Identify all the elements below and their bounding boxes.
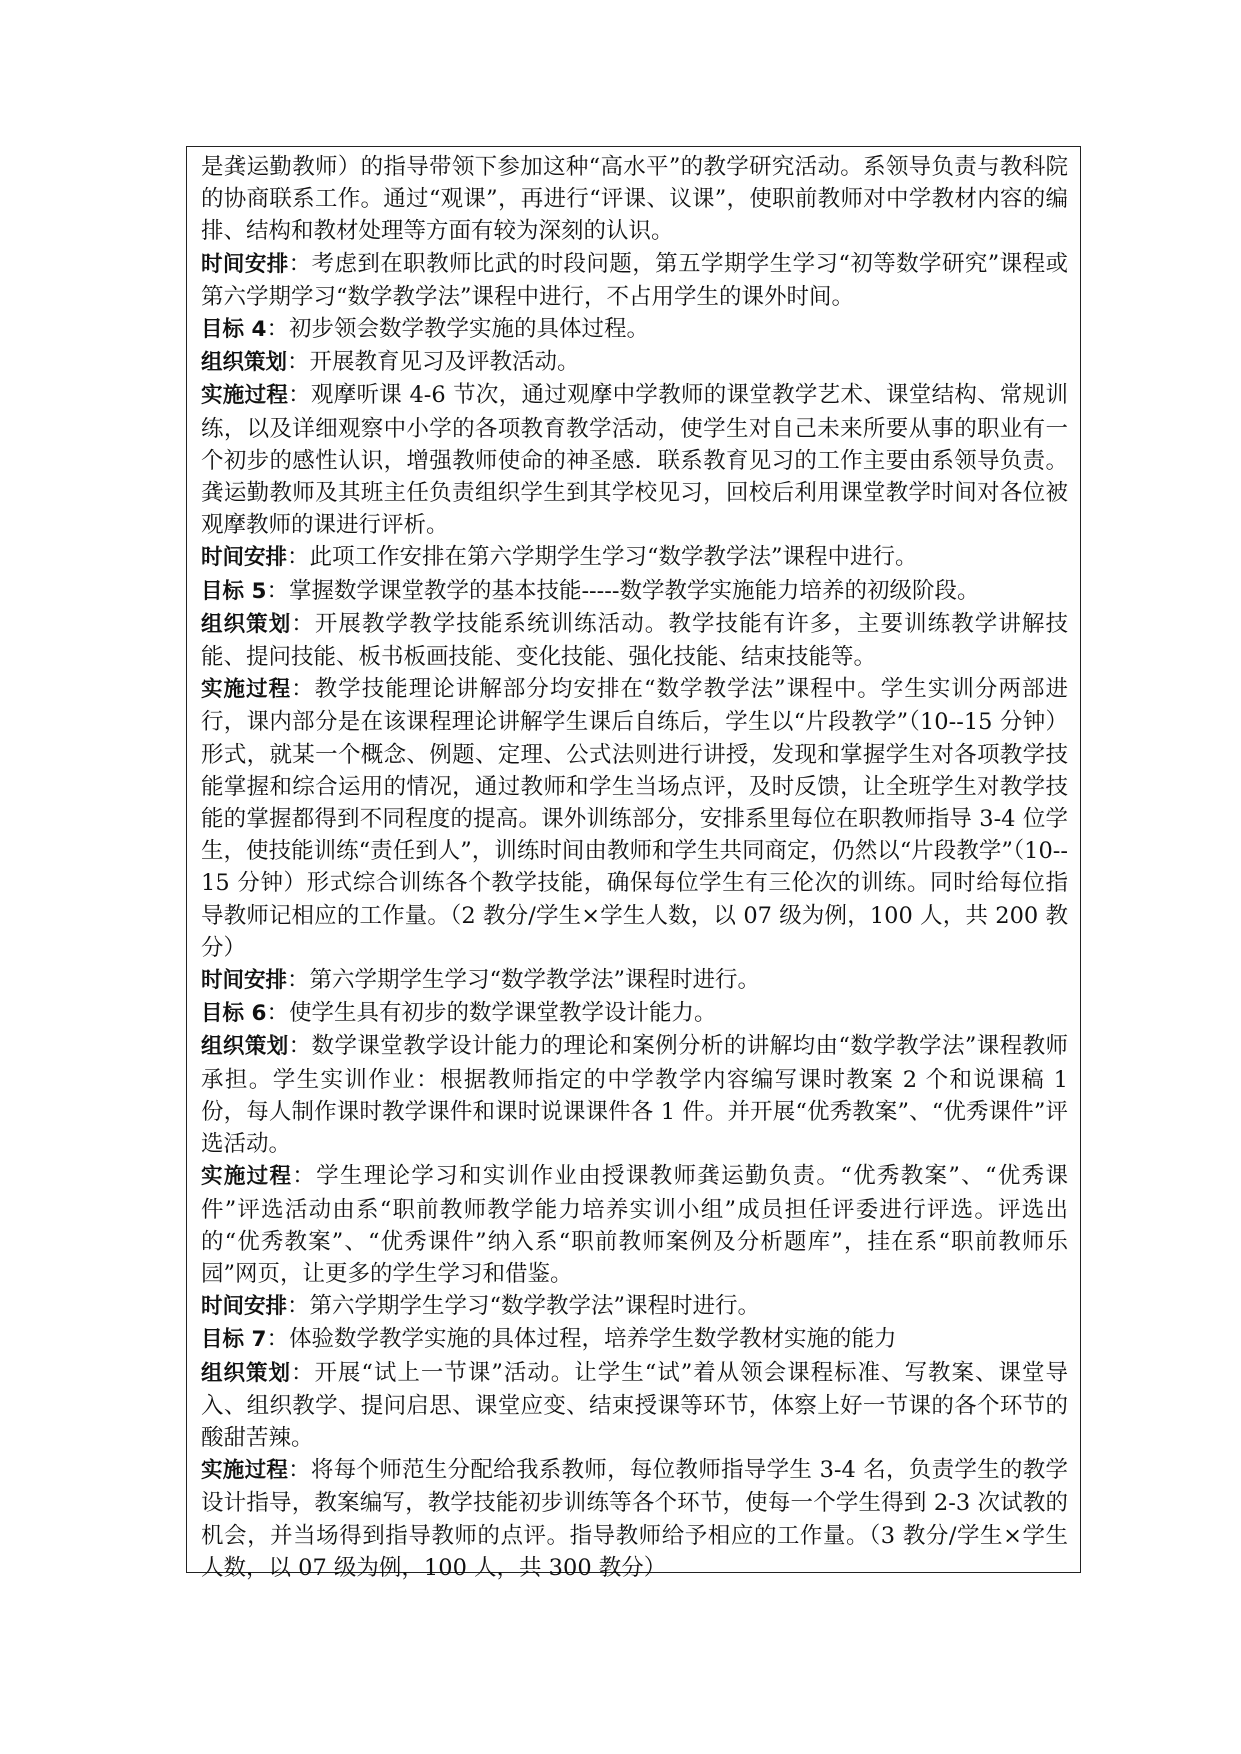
paragraph-implementation: [201, 379, 1068, 541]
paragraph-organization: [201, 1030, 1068, 1160]
paragraph-text: ：观摩听课 4-6 节次，通过观摩中学教师的课堂教学艺术、课堂结构、常规训练，以及详细观察中小学的各项教育教学活动，使学生对自己未来所要从事的职业有一个初步的感性认识，增强教师使命的神圣感．联系教育见习的工作主要由系领导负责。龚运勤教师及其班主任负责组织学生到其学校见习，回校后利用课堂教学时间对各位被观摩教师的课进行评析。: [201, 382, 1068, 539]
paragraph-label: 组织策划: [201, 611, 292, 637]
document-frame: [186, 146, 1081, 1581]
paragraph-label: 实施过程: [201, 1164, 293, 1190]
paragraph-goal-4: [201, 313, 1068, 346]
paragraph-label: 目标 5: [201, 578, 267, 604]
paragraph-label: 时间安排: [201, 968, 288, 994]
paragraph-text: ：教学技能理论讲解部分均安排在“数学教学法”课程中。学生实训分两部进行，课内部分是在该课程理论讲解学生课后自练后，学生以“片段教学”（10--15 分钟）形式，就某一个概念、例题、定理、公式法则进行讲授，发现和掌握学生对各项教学技能掌握和综合运用的情况，通过教师和学生当场点评，及时反馈，让全班学生对教学技能的掌握都得到不同程度的提高。课外训练部分，安排系里每位在职教师指导 3-4 位学生，使技能训练“责任到人”，训练时间由教师和学生共同商定，仍然以“片段教学”（10--15 分钟）形式综合训练各个教学技能，确保每位学生有三伦次的训练。同时给每位指导教师记相应的工作量。（2 教分/学生×学生人数，以 07 级为例，100 人，共 200 教分）: [201, 676, 1068, 961]
paragraph-goal-7: [201, 1323, 1068, 1356]
paragraph-text: ：此项工作安排在第六学期学生学习“数学教学法”课程中进行。: [287, 544, 918, 571]
paragraph-label: 实施过程: [201, 1458, 289, 1484]
paragraph-label: 目标 7: [201, 1327, 267, 1353]
paragraph-text: ：第六学期学生学习“数学教学法”课程时进行。: [287, 1293, 761, 1320]
paragraph-label: 时间安排: [201, 1294, 288, 1320]
paragraph-organization: [201, 1357, 1068, 1455]
paragraph-label: 时间安排: [201, 251, 289, 277]
paragraph-label: 目标 6: [201, 1001, 267, 1027]
paragraph-label: 组织策划: [201, 350, 288, 376]
paragraph-implementation: [201, 1454, 1068, 1584]
paragraph-text: ：使学生具有初步的数学课堂教学设计能力。: [266, 1000, 717, 1027]
paragraph-label: 实施过程: [201, 677, 292, 703]
paragraph-text: ：体验数学教学实施的具体过程，培养学生数学教材实施的能力: [266, 1326, 897, 1353]
paragraph-continuation: [201, 151, 1068, 248]
paragraph-label: 目标 4: [201, 317, 267, 343]
paragraph-text: ：数学课堂教学设计能力的理论和案例分析的讲解均由“数学教学法”课程教师承担。学生实训作业：根据教师指定的中学教学内容编写课时教案 2 个和说课稿 1 份，每人制作课时教学课件和课时说课课件各 1 件。并开展“优秀教案”、“优秀课件”评选活动。: [201, 1033, 1068, 1158]
paragraph-time-arrangement: [201, 964, 1068, 997]
paragraph-goal-5: [201, 575, 1068, 608]
paragraph-text: ：初步领会数学教学实施的具体过程。: [266, 316, 649, 343]
paragraph-time-arrangement: [201, 1290, 1068, 1323]
paragraph-label: 组织策划: [201, 1034, 289, 1060]
paragraph-label: 时间安排: [201, 545, 288, 571]
paragraph-text: ：开展教育见习及评教活动。: [287, 349, 580, 376]
paragraph-time-arrangement: [201, 541, 1068, 574]
paragraph-text: ：开展教学教学技能系统训练活动。教学技能有许多，主要训练教学讲解技能、提问技能、板书板画技能、变化技能、强化技能、结束技能等。: [201, 610, 1068, 671]
paragraph-text: ：学生理论学习和实训作业由授课教师龚运勤负责。“优秀教案”、“优秀课件”评选活动由系“职前教师教学能力培养实训小组”成员担任评委进行评选。评选出的“优秀教案”、“优秀课件”纳入系“职前教师案例及分析题库”，挂在系“职前教师乐园”网页，让更多的学生学习和借鉴。: [201, 1163, 1068, 1287]
paragraph-label: 组织策划: [201, 1360, 291, 1386]
paragraph-text: ：考虑到在职教师比武的时段问题，第五学期学生学习“初等数学研究”课程或第六学期学习“数学教学法”课程中进行，不占用学生的课外时间。: [201, 250, 1068, 310]
paragraph-implementation: [201, 1160, 1068, 1290]
paragraph-organization: [201, 346, 1068, 379]
paragraph-text: ：将每个师范生分配给我系教师，每位教师指导学生 3-4 名，负责学生的教学设计指导，教案编写，教学技能初步训练等各个环节，使每一个学生得到 2-3 次试教的机会，并当场得到指导教师的点评。指导教师给予相应的工作量。（3 教分/学生×学生人数，以 07 级为例，100 人，共 300 教分）: [201, 1457, 1068, 1581]
paragraph-goal-6: [201, 997, 1068, 1030]
paragraph-text: 是龚运勤教师）的指导带领下参加这种“高水平”的教学研究活动。系领导负责与教科院的协商联系工作。通过“观课”，再进行“评课、议课”，使职前教师对中学教材内容的编排、结构和教材处理等方面有较为深刻的认识。: [201, 154, 1068, 245]
paragraph-text: ：掌握数学课堂教学的基本技能-----数学教学实施能力培养的初级阶段。: [266, 577, 980, 604]
paragraph-label: 实施过程: [201, 383, 289, 409]
paragraph-organization: [201, 608, 1068, 673]
paragraph-implementation: [201, 673, 1068, 964]
paragraph-text: ：第六学期学生学习“数学教学法”课程时进行。: [287, 967, 761, 994]
paragraph-time-arrangement: [201, 248, 1068, 313]
paragraph-text: ：开展“试上一节课”活动。让学生“试”着从领会课程标准、写教案、课堂导入、组织教学、提问启思、课堂应变、结束授课等环节，体察上好一节课的各个环节的酸甜苦辣。: [201, 1359, 1068, 1451]
